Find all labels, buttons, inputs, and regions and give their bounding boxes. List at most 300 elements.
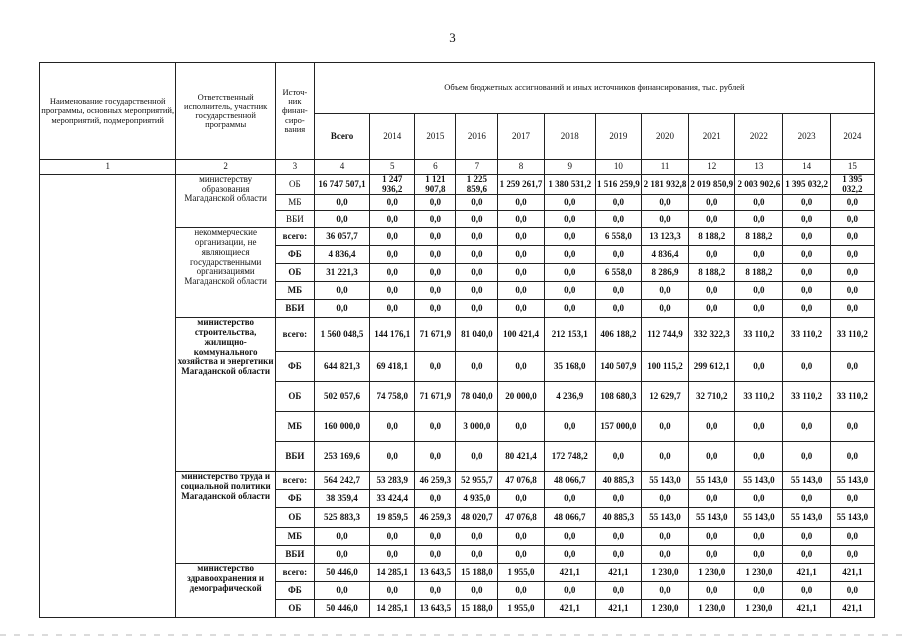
header-year: 2015 — [415, 114, 456, 160]
value-cell: 0,0 — [544, 490, 595, 508]
value-cell: 0,0 — [595, 546, 641, 564]
program-name-cell — [40, 175, 176, 618]
value-cell: 33 110,2 — [783, 318, 830, 352]
value-cell: 0,0 — [783, 352, 830, 382]
value-cell: 0,0 — [498, 264, 544, 282]
value-cell: 0,0 — [370, 246, 415, 264]
value-cell: 0,0 — [735, 211, 783, 228]
value-cell: 1 230,0 — [689, 600, 735, 618]
value-cell: 0,0 — [783, 211, 830, 228]
header-year: 2018 — [544, 114, 595, 160]
scan-edge-artifact — [0, 634, 905, 636]
value-cell: 13 123,3 — [641, 228, 688, 246]
value-cell: 0,0 — [544, 228, 595, 246]
header-total: Всего — [314, 114, 369, 160]
value-cell: 564 242,7 — [314, 472, 369, 490]
value-cell: 0,0 — [498, 300, 544, 318]
value-cell: 0,0 — [370, 300, 415, 318]
value-cell: 0,0 — [783, 528, 830, 546]
value-cell: 0,0 — [415, 412, 456, 442]
value-cell: 0,0 — [830, 490, 874, 508]
value-cell: 1 121 907,8 — [415, 175, 456, 195]
value-cell: 55 143,0 — [783, 472, 830, 490]
header-year: 2020 — [641, 114, 688, 160]
value-cell: 78 040,0 — [456, 382, 498, 412]
value-cell: 6 558,0 — [595, 264, 641, 282]
value-cell: 0,0 — [544, 211, 595, 228]
value-cell: 1 395 032,2 — [830, 175, 874, 195]
source-cell: МБ — [275, 412, 314, 442]
value-cell: 0,0 — [689, 528, 735, 546]
value-cell: 0,0 — [415, 246, 456, 264]
value-cell: 253 169,6 — [314, 442, 369, 472]
value-cell: 0,0 — [456, 264, 498, 282]
column-number: 13 — [735, 160, 783, 175]
value-cell: 0,0 — [595, 195, 641, 211]
value-cell: 6 558,0 — [595, 228, 641, 246]
value-cell: 0,0 — [456, 442, 498, 472]
value-cell: 48 066,7 — [544, 508, 595, 528]
value-cell: 0,0 — [783, 246, 830, 264]
source-cell: МБ — [275, 528, 314, 546]
value-cell: 172 748,2 — [544, 442, 595, 472]
value-cell: 0,0 — [830, 246, 874, 264]
value-cell: 0,0 — [544, 412, 595, 442]
value-cell: 13 643,5 — [415, 564, 456, 582]
value-cell: 0,0 — [314, 300, 369, 318]
column-number: 15 — [830, 160, 874, 175]
value-cell: 0,0 — [735, 412, 783, 442]
source-cell: ВБИ — [275, 442, 314, 472]
value-cell: 0,0 — [498, 528, 544, 546]
value-cell: 0,0 — [456, 282, 498, 300]
value-cell: 421,1 — [830, 600, 874, 618]
value-cell: 0,0 — [689, 442, 735, 472]
value-cell: 1 230,0 — [641, 564, 688, 582]
value-cell: 0,0 — [415, 528, 456, 546]
value-cell: 0,0 — [689, 582, 735, 600]
value-cell: 33 110,2 — [735, 318, 783, 352]
value-cell: 0,0 — [641, 195, 688, 211]
value-cell: 15 188,0 — [456, 564, 498, 582]
value-cell: 0,0 — [456, 246, 498, 264]
value-cell: 0,0 — [783, 228, 830, 246]
value-cell: 0,0 — [544, 528, 595, 546]
value-cell: 2 019 850,9 — [689, 175, 735, 195]
value-cell: 0,0 — [415, 582, 456, 600]
value-cell: 421,1 — [595, 564, 641, 582]
value-cell: 69 418,1 — [370, 352, 415, 382]
value-cell: 0,0 — [830, 352, 874, 382]
column-number: 6 — [415, 160, 456, 175]
value-cell: 1 225 859,6 — [456, 175, 498, 195]
source-cell: ОБ — [275, 600, 314, 618]
source-cell: МБ — [275, 195, 314, 211]
value-cell: 55 143,0 — [689, 508, 735, 528]
source-cell: ВБИ — [275, 300, 314, 318]
value-cell: 0,0 — [595, 246, 641, 264]
value-cell: 0,0 — [498, 246, 544, 264]
value-cell: 1 259 261,7 — [498, 175, 544, 195]
value-cell: 71 671,9 — [415, 382, 456, 412]
value-cell: 15 188,0 — [456, 600, 498, 618]
value-cell: 0,0 — [830, 282, 874, 300]
header-volume: Объем бюджетных ассигнований и иных источников финансирования, тыс. рублей — [314, 63, 874, 114]
value-cell: 0,0 — [370, 195, 415, 211]
value-cell: 0,0 — [415, 282, 456, 300]
value-cell: 421,1 — [544, 564, 595, 582]
value-cell: 4 836,4 — [641, 246, 688, 264]
value-cell: 0,0 — [498, 490, 544, 508]
column-number: 12 — [689, 160, 735, 175]
value-cell: 0,0 — [641, 490, 688, 508]
header-year: 2017 — [498, 114, 544, 160]
value-cell: 0,0 — [544, 582, 595, 600]
value-cell: 0,0 — [641, 282, 688, 300]
value-cell: 1 230,0 — [735, 600, 783, 618]
value-cell: 0,0 — [498, 582, 544, 600]
value-cell: 1 516 259,9 — [595, 175, 641, 195]
value-cell: 0,0 — [370, 211, 415, 228]
value-cell: 1 395 032,2 — [783, 175, 830, 195]
source-cell: ВБИ — [275, 211, 314, 228]
column-number: 1 — [40, 160, 176, 175]
value-cell: 0,0 — [415, 228, 456, 246]
source-cell: ФБ — [275, 582, 314, 600]
value-cell: 0,0 — [689, 490, 735, 508]
source-cell: ОБ — [275, 382, 314, 412]
value-cell: 0,0 — [415, 195, 456, 211]
value-cell: 55 143,0 — [735, 508, 783, 528]
value-cell: 1 955,0 — [498, 600, 544, 618]
value-cell: 31 221,3 — [314, 264, 369, 282]
value-cell: 55 143,0 — [641, 508, 688, 528]
value-cell: 0,0 — [641, 211, 688, 228]
value-cell: 4 935,0 — [456, 490, 498, 508]
value-cell: 212 153,1 — [544, 318, 595, 352]
value-cell: 0,0 — [735, 246, 783, 264]
value-cell: 20 000,0 — [498, 382, 544, 412]
value-cell: 0,0 — [783, 300, 830, 318]
header-year: 2019 — [595, 114, 641, 160]
value-cell: 0,0 — [830, 412, 874, 442]
value-cell: 108 680,3 — [595, 382, 641, 412]
value-cell: 1 560 048,5 — [314, 318, 369, 352]
value-cell: 0,0 — [415, 490, 456, 508]
value-cell: 3 000,0 — [456, 412, 498, 442]
value-cell: 0,0 — [314, 211, 369, 228]
value-cell: 100 421,4 — [498, 318, 544, 352]
value-cell: 0,0 — [498, 412, 544, 442]
value-cell: 1 230,0 — [735, 564, 783, 582]
value-cell: 0,0 — [735, 528, 783, 546]
value-cell: 332 322,3 — [689, 318, 735, 352]
value-cell: 0,0 — [415, 546, 456, 564]
value-cell: 40 885,3 — [595, 508, 641, 528]
value-cell: 0,0 — [830, 264, 874, 282]
value-cell: 0,0 — [641, 546, 688, 564]
value-cell: 0,0 — [830, 300, 874, 318]
value-cell: 0,0 — [689, 300, 735, 318]
value-cell: 55 143,0 — [830, 508, 874, 528]
value-cell: 0,0 — [595, 282, 641, 300]
value-cell: 16 747 507,1 — [314, 175, 369, 195]
header-year: 2023 — [783, 114, 830, 160]
value-cell: 100 115,2 — [641, 352, 688, 382]
value-cell: 8 188,2 — [735, 228, 783, 246]
value-cell: 46 259,3 — [415, 508, 456, 528]
column-number: 8 — [498, 160, 544, 175]
value-cell: 144 176,1 — [370, 318, 415, 352]
source-cell: ВБИ — [275, 546, 314, 564]
value-cell: 2 003 902,6 — [735, 175, 783, 195]
value-cell: 0,0 — [314, 282, 369, 300]
value-cell: 0,0 — [735, 195, 783, 211]
value-cell: 12 629,7 — [641, 382, 688, 412]
value-cell: 0,0 — [314, 582, 369, 600]
value-cell: 0,0 — [689, 546, 735, 564]
value-cell: 0,0 — [595, 300, 641, 318]
value-cell: 0,0 — [498, 282, 544, 300]
header-responsible: Ответственный исполнитель, участник государственной программы — [176, 63, 275, 160]
value-cell: 0,0 — [595, 582, 641, 600]
value-cell: 0,0 — [370, 442, 415, 472]
value-cell: 33 110,2 — [830, 318, 874, 352]
page-number: 3 — [449, 30, 456, 45]
value-cell: 0,0 — [735, 490, 783, 508]
value-cell: 0,0 — [370, 412, 415, 442]
value-cell: 33 110,2 — [783, 382, 830, 412]
column-number: 9 — [544, 160, 595, 175]
value-cell: 8 188,2 — [689, 228, 735, 246]
value-cell: 0,0 — [830, 228, 874, 246]
value-cell: 0,0 — [830, 582, 874, 600]
source-cell: МБ — [275, 282, 314, 300]
value-cell: 157 000,0 — [595, 412, 641, 442]
responsible-cell: министерство труда и социальной политики Магаданской области — [176, 472, 275, 564]
source-cell: ОБ — [275, 264, 314, 282]
value-cell: 0,0 — [498, 546, 544, 564]
value-cell: 0,0 — [370, 228, 415, 246]
value-cell: 0,0 — [783, 264, 830, 282]
value-cell: 0,0 — [735, 300, 783, 318]
source-cell: всего: — [275, 472, 314, 490]
value-cell: 0,0 — [830, 442, 874, 472]
value-cell: 33 110,2 — [735, 382, 783, 412]
value-cell: 0,0 — [544, 546, 595, 564]
source-cell: ОБ — [275, 175, 314, 195]
value-cell: 421,1 — [595, 600, 641, 618]
value-cell: 4 236,9 — [544, 382, 595, 412]
value-cell: 81 040,0 — [456, 318, 498, 352]
source-cell: ОБ — [275, 508, 314, 528]
value-cell: 0,0 — [498, 352, 544, 382]
value-cell: 8 188,2 — [689, 264, 735, 282]
value-cell: 48 020,7 — [456, 508, 498, 528]
source-cell: всего: — [275, 318, 314, 352]
value-cell: 0,0 — [783, 442, 830, 472]
value-cell: 0,0 — [456, 582, 498, 600]
value-cell: 40 885,3 — [595, 472, 641, 490]
value-cell: 4 836,4 — [314, 246, 369, 264]
value-cell: 50 446,0 — [314, 600, 369, 618]
value-cell: 406 188,2 — [595, 318, 641, 352]
value-cell: 52 955,7 — [456, 472, 498, 490]
value-cell: 0,0 — [830, 211, 874, 228]
source-cell: ФБ — [275, 352, 314, 382]
value-cell: 1 247 936,2 — [370, 175, 415, 195]
header-year: 2016 — [456, 114, 498, 160]
value-cell: 0,0 — [783, 412, 830, 442]
value-cell: 0,0 — [544, 195, 595, 211]
value-cell: 55 143,0 — [641, 472, 688, 490]
value-cell: 1 230,0 — [689, 564, 735, 582]
value-cell: 0,0 — [415, 442, 456, 472]
value-cell: 0,0 — [456, 228, 498, 246]
value-cell: 0,0 — [456, 195, 498, 211]
value-cell: 421,1 — [783, 600, 830, 618]
value-cell: 0,0 — [641, 442, 688, 472]
value-cell: 0,0 — [498, 211, 544, 228]
value-cell: 0,0 — [370, 528, 415, 546]
value-cell: 421,1 — [783, 564, 830, 582]
value-cell: 421,1 — [830, 564, 874, 582]
value-cell: 55 143,0 — [689, 472, 735, 490]
value-cell: 140 507,9 — [595, 352, 641, 382]
value-cell: 32 710,2 — [689, 382, 735, 412]
value-cell: 8 188,2 — [735, 264, 783, 282]
value-cell: 14 285,1 — [370, 564, 415, 582]
value-cell: 0,0 — [456, 528, 498, 546]
header-program-name: Наименование государственной программы, основных мероприятий, мероприятий, подмероприятий — [40, 63, 176, 160]
budget-table — [39, 62, 875, 618]
value-cell: 0,0 — [415, 264, 456, 282]
value-cell: 50 446,0 — [314, 564, 369, 582]
column-number: 11 — [641, 160, 688, 175]
value-cell: 0,0 — [498, 195, 544, 211]
value-cell: 0,0 — [370, 546, 415, 564]
value-cell: 0,0 — [783, 582, 830, 600]
column-number: 14 — [783, 160, 830, 175]
source-cell: всего: — [275, 228, 314, 246]
value-cell: 0,0 — [370, 264, 415, 282]
value-cell: 502 057,6 — [314, 382, 369, 412]
value-cell: 0,0 — [456, 300, 498, 318]
value-cell: 33 424,4 — [370, 490, 415, 508]
value-cell: 0,0 — [456, 352, 498, 382]
value-cell: 0,0 — [314, 528, 369, 546]
value-cell: 644 821,3 — [314, 352, 369, 382]
value-cell: 0,0 — [595, 528, 641, 546]
responsible-cell: некоммерческие организации, не являющиеся государственными организациями Магаданской области — [176, 228, 275, 318]
value-cell: 1 230,0 — [641, 600, 688, 618]
value-cell: 36 057,7 — [314, 228, 369, 246]
source-cell: ФБ — [275, 490, 314, 508]
value-cell: 0,0 — [735, 582, 783, 600]
value-cell: 0,0 — [456, 546, 498, 564]
value-cell: 33 110,2 — [830, 382, 874, 412]
header-year: 2024 — [830, 114, 874, 160]
value-cell: 0,0 — [498, 228, 544, 246]
table-row — [40, 175, 875, 195]
value-cell: 19 859,5 — [370, 508, 415, 528]
value-cell: 0,0 — [641, 582, 688, 600]
value-cell: 0,0 — [641, 412, 688, 442]
value-cell: 112 744,9 — [641, 318, 688, 352]
value-cell: 0,0 — [595, 490, 641, 508]
value-cell: 0,0 — [415, 352, 456, 382]
value-cell: 0,0 — [314, 195, 369, 211]
value-cell: 47 076,8 — [498, 472, 544, 490]
value-cell: 0,0 — [595, 211, 641, 228]
value-cell: 55 143,0 — [830, 472, 874, 490]
value-cell: 0,0 — [370, 282, 415, 300]
header-year: 2014 — [370, 114, 415, 160]
column-number: 7 — [456, 160, 498, 175]
value-cell: 0,0 — [830, 528, 874, 546]
value-cell: 1 380 531,2 — [544, 175, 595, 195]
column-number: 10 — [595, 160, 641, 175]
value-cell: 0,0 — [641, 300, 688, 318]
value-cell: 0,0 — [735, 352, 783, 382]
column-number: 2 — [176, 160, 275, 175]
value-cell: 160 000,0 — [314, 412, 369, 442]
responsible-cell: министерство строительства, жилищно-коммунального хозяйства и энергетики Магаданской области — [176, 318, 275, 472]
value-cell: 55 143,0 — [735, 472, 783, 490]
value-cell: 0,0 — [735, 442, 783, 472]
value-cell: 0,0 — [689, 246, 735, 264]
value-cell: 53 283,9 — [370, 472, 415, 490]
column-number: 3 — [275, 160, 314, 175]
value-cell: 0,0 — [689, 412, 735, 442]
value-cell: 13 643,5 — [415, 600, 456, 618]
value-cell: 71 671,9 — [415, 318, 456, 352]
value-cell: 0,0 — [641, 528, 688, 546]
value-cell: 0,0 — [689, 195, 735, 211]
value-cell: 0,0 — [830, 546, 874, 564]
value-cell: 80 421,4 — [498, 442, 544, 472]
value-cell: 0,0 — [689, 282, 735, 300]
header-year: 2021 — [689, 114, 735, 160]
value-cell: 2 181 932,8 — [641, 175, 688, 195]
value-cell: 48 066,7 — [544, 472, 595, 490]
value-cell: 38 359,4 — [314, 490, 369, 508]
value-cell: 0,0 — [370, 582, 415, 600]
responsible-cell: министерство здравоохранения и демографической — [176, 564, 275, 618]
value-cell: 0,0 — [456, 211, 498, 228]
value-cell: 0,0 — [544, 282, 595, 300]
value-cell: 525 883,3 — [314, 508, 369, 528]
value-cell: 421,1 — [544, 600, 595, 618]
value-cell: 0,0 — [830, 195, 874, 211]
value-cell: 0,0 — [415, 211, 456, 228]
header-source: Источ-ник финан-сиро-вания — [275, 63, 314, 160]
value-cell: 0,0 — [689, 211, 735, 228]
value-cell: 0,0 — [783, 490, 830, 508]
value-cell: 35 168,0 — [544, 352, 595, 382]
value-cell: 0,0 — [544, 246, 595, 264]
source-cell: всего: — [275, 564, 314, 582]
source-cell: ФБ — [275, 246, 314, 264]
value-cell: 0,0 — [544, 264, 595, 282]
value-cell: 55 143,0 — [783, 508, 830, 528]
responsible-cell: министерству образования Магаданской области — [176, 175, 275, 228]
value-cell: 0,0 — [735, 546, 783, 564]
value-cell: 74 758,0 — [370, 382, 415, 412]
value-cell: 0,0 — [314, 546, 369, 564]
value-cell: 8 286,9 — [641, 264, 688, 282]
value-cell: 0,0 — [783, 282, 830, 300]
